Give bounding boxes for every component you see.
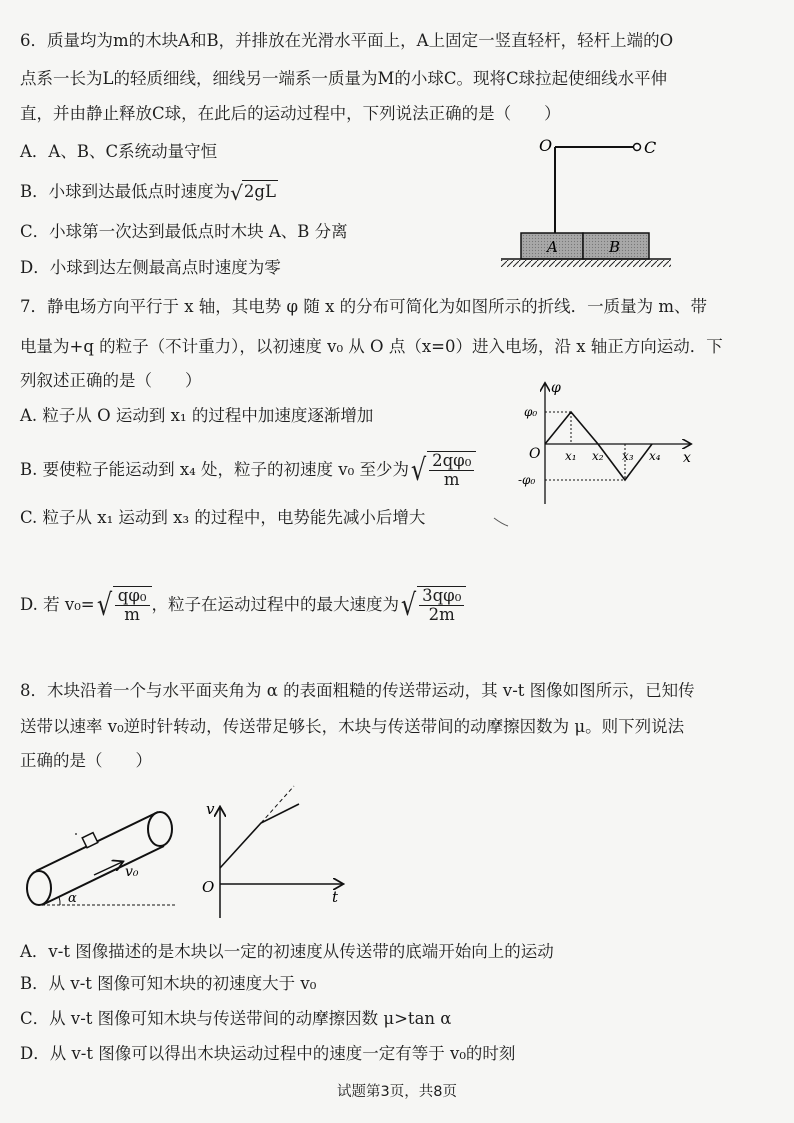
q6-stem-line-2: 点系一长为L的轻质细线，细线另一端系一质量为M的小球C。现将C球拉起使细线水平伸 bbox=[20, 69, 668, 88]
q8-vt-figure bbox=[200, 800, 350, 920]
q7-label-phi0: φ₀ bbox=[524, 405, 538, 419]
q7-label-x: x bbox=[683, 450, 691, 466]
q6-label-b: B bbox=[609, 238, 621, 256]
q7-option-b-numerator: 2qφ₀ bbox=[429, 452, 474, 471]
q7-label-phi: φ bbox=[551, 380, 561, 396]
q7-option-d: D. 若 v₀=√ $\frac{\text{qφ₀}}{m}$ ，粒子在运动过程中的最大速度为√ $\frac{\text{3qφ₀}}{2m}$ bbox=[20, 586, 466, 624]
q7-option-b: B. 要使粒子能运动到 x₄ 处，粒子的初速度 v₀ 至少为√ $\frac{\text{2qφ₀}}{m}$ bbox=[20, 451, 476, 489]
q7-label-x2: x₂ bbox=[592, 449, 604, 463]
q8-option-d: D．从 v-t 图像可以得出木块运动过程中的速度一定有等于 v₀的时刻 bbox=[20, 1044, 516, 1063]
q7-option-b-text: B. 要使粒子能运动到 x₄ 处，粒子的初速度 v₀ 至少为 bbox=[20, 460, 409, 479]
q6-option-c: C．小球第一次达到最低点时木块 A、B 分离 bbox=[20, 222, 348, 241]
q7-option-b-denominator: m bbox=[443, 470, 460, 489]
q7-label-x1: x₁ bbox=[565, 449, 577, 463]
q8-label-origin: O bbox=[202, 878, 215, 896]
q6-option-a: A．A、B、C系统动量守恒 bbox=[20, 142, 218, 161]
q6-figure bbox=[495, 135, 695, 270]
q6-label-c: C bbox=[644, 138, 657, 157]
q7-option-c: C. 粒子从 x₁ 运动到 x₃ 的过程中，电势能先减小后增大 bbox=[20, 508, 426, 527]
q8-label-v: v bbox=[206, 800, 215, 818]
q6-option-d: D．小球到达左侧最高点时速度为零 bbox=[20, 258, 281, 277]
q8-block bbox=[82, 833, 98, 848]
q7-label-x3: x₃ bbox=[622, 449, 634, 463]
page-footer: 试题第3页，共8页 bbox=[337, 1084, 457, 1100]
q8-stem-line-1: 8．木块沿着一个与水平面夹角为 α 的表面粗糙的传送带运动，其 v-t 图像如图所示，已知传 bbox=[20, 681, 695, 700]
q7-label-x4: x₄ bbox=[649, 449, 661, 463]
q7-option-a: A. 粒子从 O 运动到 x₁ 的过程中加速度逐渐增加 bbox=[20, 406, 374, 425]
q7-label-origin: O bbox=[529, 446, 541, 462]
q8-velocity-line bbox=[220, 804, 299, 868]
q8-label-t: t bbox=[332, 888, 339, 906]
q6-option-b-text: B．小球到达最低点时速度为 bbox=[20, 182, 231, 201]
q7-stem-line-1: 7．静电场方向平行于 x 轴，其电势 φ 随 x 的分布可简化为如图所示的折线．一质量为 m、带 bbox=[20, 297, 708, 316]
q7-potential-curve bbox=[545, 412, 652, 480]
q6-stem-line-1: 6．质量均为m的木块A和B，并排放在光滑水平面上，A上固定一竖直轻杆，轻杆上端的O bbox=[20, 31, 674, 50]
q6-label-a: A bbox=[547, 238, 558, 256]
q7-option-d-numerator-2: 3qφ₀ bbox=[419, 587, 464, 606]
pen-mark bbox=[492, 515, 512, 529]
q6-stem-line-3: 直，并由静止释放C球，在此后的运动过程中，下列说法正确的是（ ） bbox=[20, 104, 561, 123]
q8-conveyor-figure bbox=[22, 808, 182, 916]
q8-stem-line-2: 送带以速率 v₀逆时针转动，传送带足够长，木块与传送带间的动摩擦因数为 μ。则下列说法 bbox=[20, 717, 685, 736]
q8-option-b: B．从 v-t 图像可知木块的初速度大于 v₀ bbox=[20, 974, 317, 993]
q7-label-neg-phi0: -φ₀ bbox=[518, 473, 536, 487]
q6-option-b-radicand: 2gL bbox=[243, 182, 276, 201]
q8-label-v0: v₀ bbox=[125, 864, 139, 880]
q7-figure bbox=[515, 378, 700, 513]
q7-option-d-text-1: D. 若 v₀= bbox=[20, 595, 95, 614]
q8-option-c: C．从 v-t 图像可知木块与传送带间的动摩擦因数 μ>tan α bbox=[20, 1009, 452, 1028]
q8-stem-line-3: 正确的是（ ） bbox=[20, 751, 152, 770]
q7-stem-line-2: 电量为+q 的粒子（不计重力），以初速度 v₀ 从 O 点（x=0）进入电场，沿 x 轴正方向运动．下 bbox=[20, 337, 723, 356]
q6-option-b: B．小球到达最低点时速度为√2gL bbox=[20, 180, 276, 205]
q7-option-d-denominator-1: m bbox=[124, 605, 140, 624]
q7-option-d-denominator-2: 2m bbox=[428, 605, 455, 624]
q7-option-d-text-2: ，粒子在运动过程中的最大速度为 bbox=[151, 595, 399, 614]
q7-stem-line-3: 列叙述正确的是（ ） bbox=[20, 371, 202, 390]
q8-label-alpha: α bbox=[68, 891, 77, 906]
q6-label-o: O bbox=[539, 136, 553, 155]
q7-option-d-numerator-1: qφ₀ bbox=[115, 587, 150, 606]
q8-option-a: A．v-t 图像描述的是木块以一定的初速度从传送带的底端开始向上的运动 bbox=[20, 942, 554, 961]
